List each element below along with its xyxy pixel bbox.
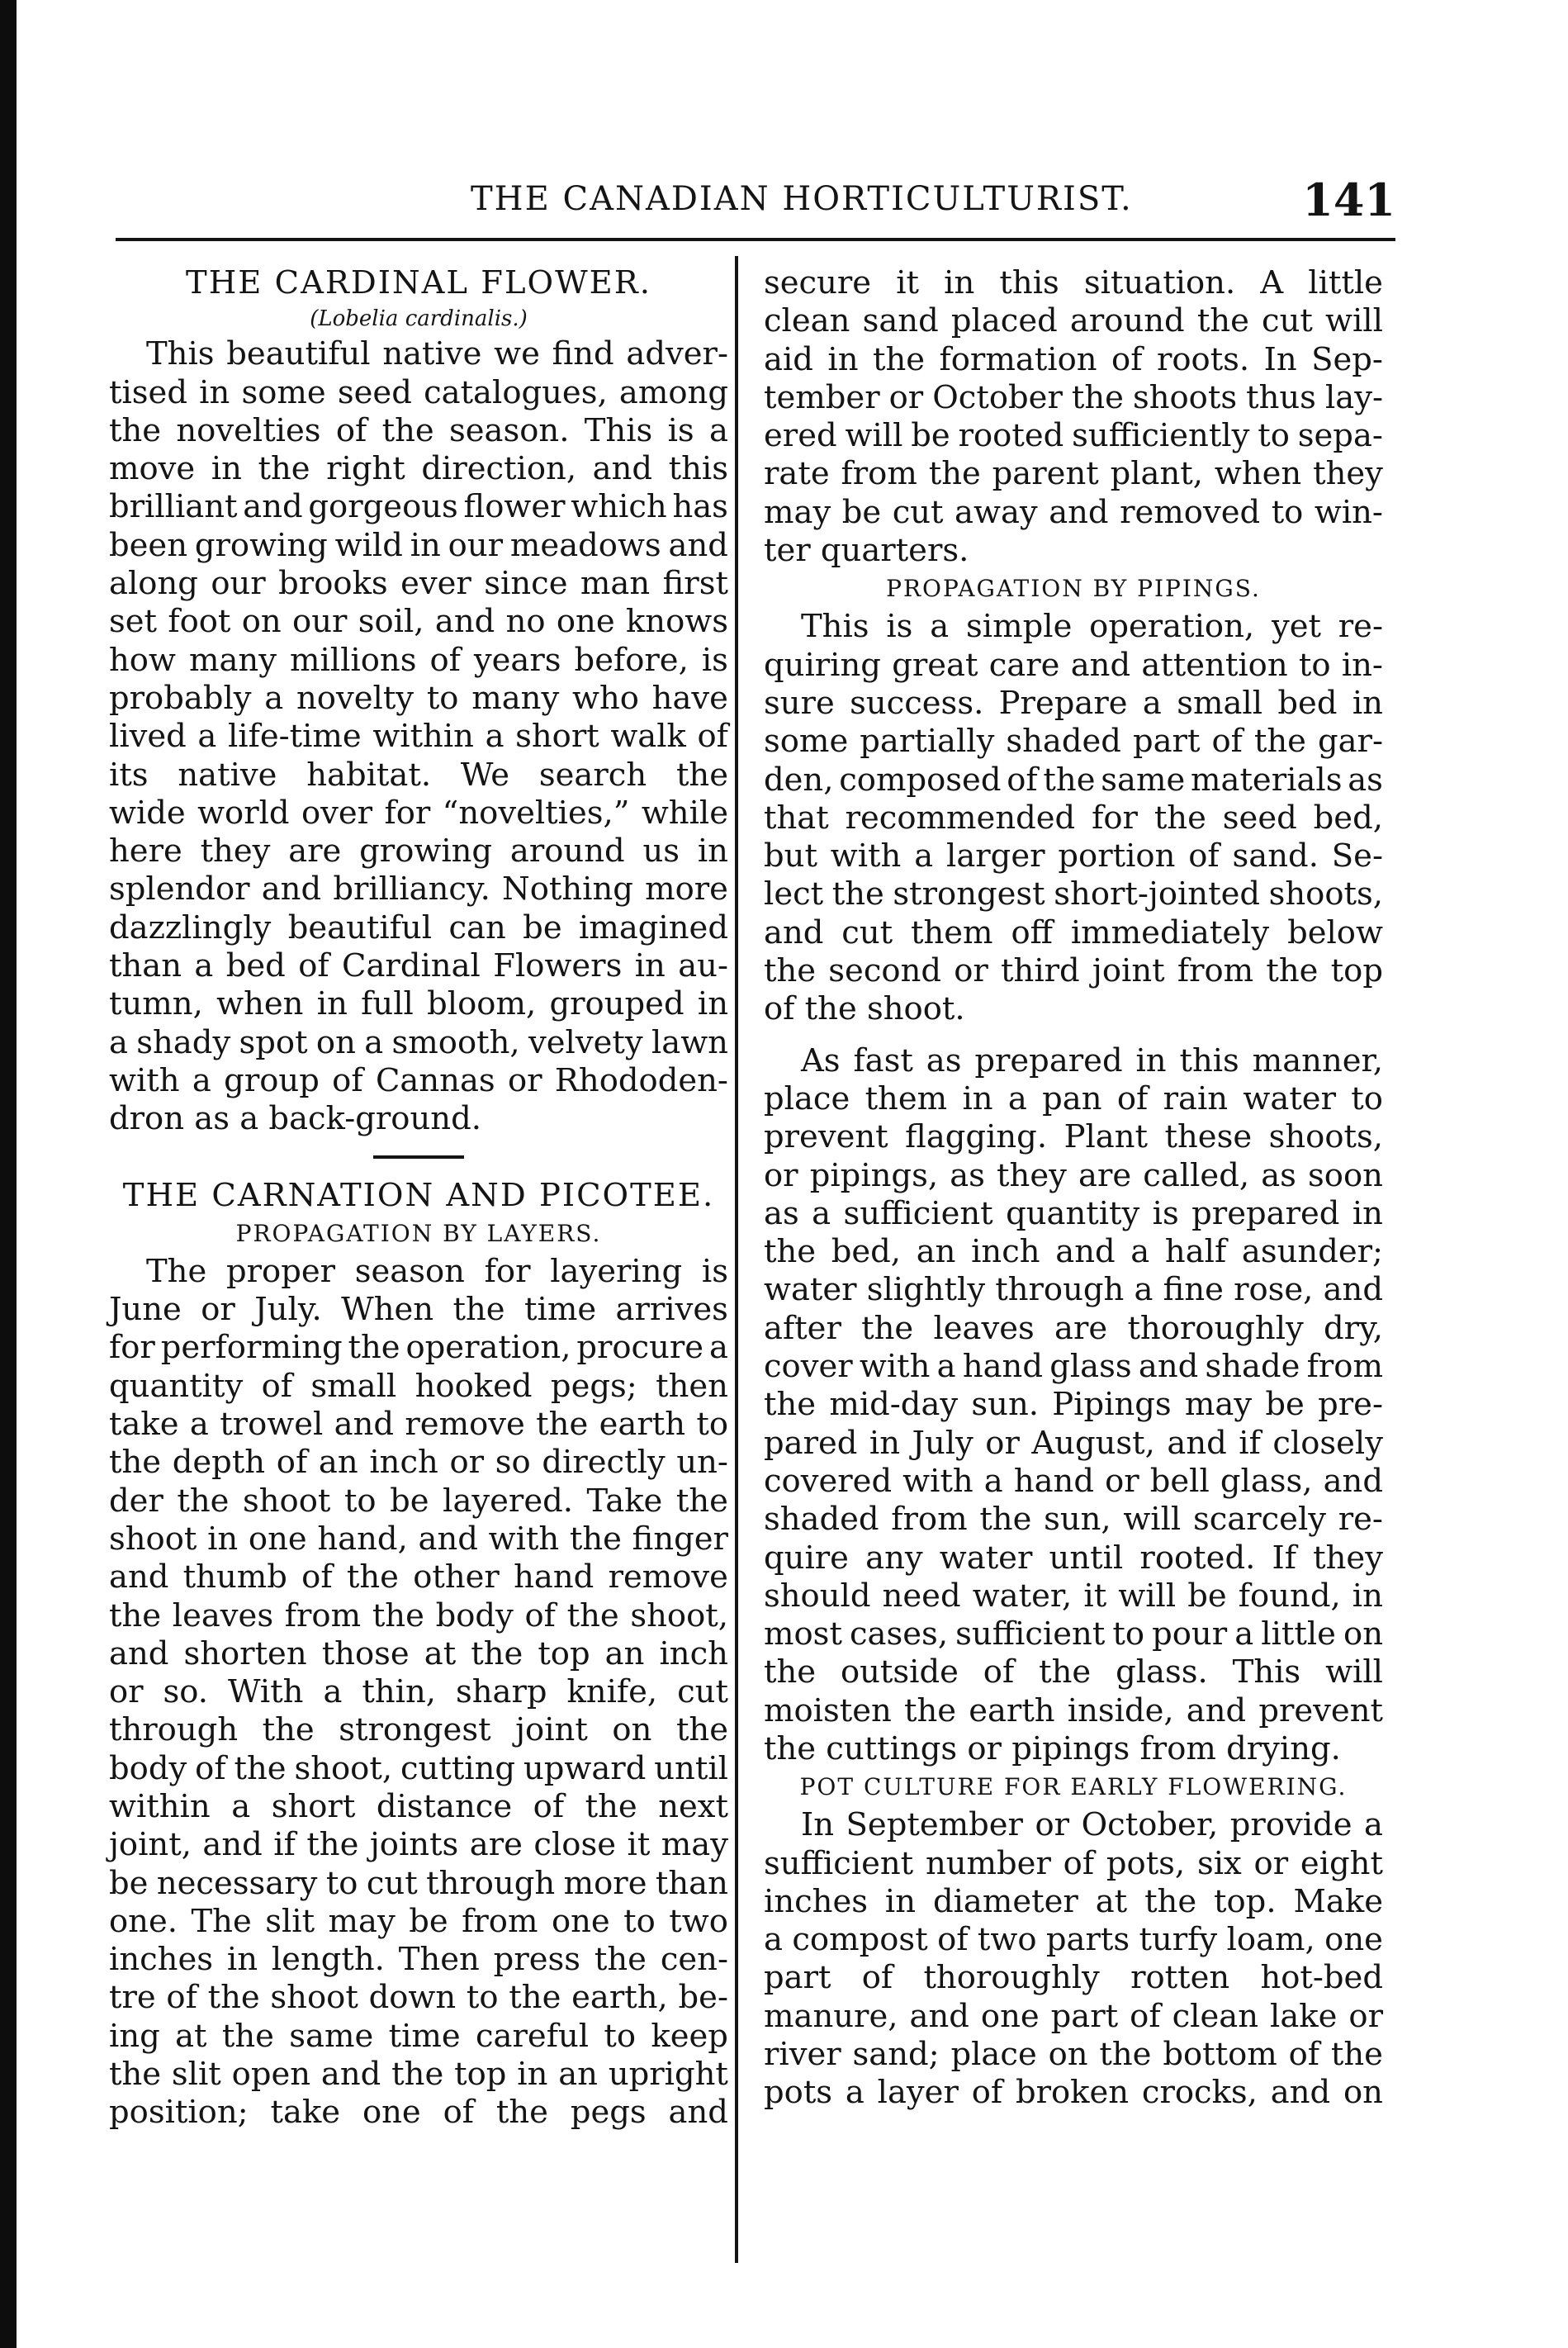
text-line: der the shoot to be layered. Take the: [109, 1482, 728, 1520]
text-line: through the strongest joint on the: [109, 1711, 728, 1749]
text-line: the second or third joint from the top: [764, 952, 1383, 990]
text-line: the depth of an inch or so directly un-: [109, 1444, 728, 1482]
text-line: and shorten those at the top an inch: [109, 1634, 728, 1672]
text-line: covered with a hand or bell glass, and: [764, 1462, 1383, 1500]
page-number: 141: [1302, 173, 1395, 226]
paragraph: [764, 1042, 1383, 1769]
text-line: pared in July or August, and if closely: [764, 1424, 1383, 1462]
text-line: or so. With a thin, sharp knife, cut: [109, 1673, 728, 1711]
text-line: take a trowel and remove the earth to: [109, 1406, 728, 1444]
text-line: some partially shaded part of the gar-: [764, 723, 1383, 761]
text-line: the leaves from the body of the shoot,: [109, 1596, 728, 1634]
text-line: the novelties of the season. This is a: [109, 411, 728, 449]
paragraph: [109, 335, 728, 1138]
text-line: June or July. When the time arrives: [109, 1291, 728, 1329]
text-line: wide world over for “novelties,” while: [109, 794, 728, 832]
text-line: but with a larger portion of sand. Se-: [764, 837, 1383, 875]
text-line: tre of the shoot down to the earth, be-: [109, 1979, 728, 2017]
text-line: lived a life-time within a short walk of: [109, 718, 728, 756]
text-line: set foot on our soil, and no one knows: [109, 603, 728, 641]
text-line: probably a novelty to many who have: [109, 679, 728, 717]
paragraph: [764, 608, 1383, 1028]
text-line: water slightly through a fine rose, and: [764, 1271, 1383, 1309]
header-rule: [116, 238, 1395, 241]
text-line: move in the right direction, and this: [109, 450, 728, 488]
section-subtitle: POT CULTURE FOR EARLY FLOWERING.: [799, 1773, 1348, 1801]
text-line: splendor and brilliancy. Nothing more: [109, 870, 728, 908]
text-line: inches in length. Then press the cen-: [109, 1941, 728, 1979]
section-subtitle: PROPAGATION BY PIPINGS.: [886, 575, 1261, 603]
text-line: This is a simple operation, yet re-: [801, 608, 1383, 646]
text-line: shoot in one hand, and with the finger: [109, 1520, 728, 1558]
text-line: den, composed of the same materials as: [764, 761, 1383, 799]
text-line: than a bed of Cardinal Flowers in au-: [109, 947, 728, 985]
text-line: the slit open and the top in an upright: [109, 2056, 728, 2094]
text-line: position; take one of the pegs and: [109, 2094, 728, 2132]
text-line: tised in some seed catalogues, among: [109, 373, 728, 411]
text-line: after the leaves are thoroughly dry,: [764, 1309, 1383, 1347]
text-line: The proper season for layering is: [146, 1252, 728, 1290]
running-title: THE CANADIAN HORTICULTURIST.: [471, 180, 1133, 218]
section-subtitle: PROPAGATION BY LAYERS.: [235, 1219, 602, 1247]
text-line: a shady spot on a smooth, velvety lawn: [109, 1023, 728, 1061]
text-line: of the shoot.: [764, 990, 965, 1028]
section-title: THE CARDINAL FLOWER.: [186, 264, 651, 301]
text-line: the cuttings or pipings from drying.: [764, 1729, 1341, 1767]
text-line: may be cut away and removed to win-: [764, 493, 1383, 531]
text-line: part of thoroughly rotten hot-bed: [764, 1959, 1383, 1997]
text-line: manure, and one part of clean lake or: [764, 1997, 1383, 2035]
text-line: the mid-day sun. Pipings may be pre-: [764, 1386, 1383, 1424]
text-line: for performing the operation, procure a: [109, 1329, 728, 1367]
text-line: most cases, sufficient to pour a little on: [764, 1615, 1383, 1653]
text-line: and cut them off immediately below: [764, 913, 1383, 951]
text-line: how many millions of years before, is: [109, 641, 728, 679]
text-line: one. The slit may be from one to two: [109, 1902, 728, 1940]
text-line: joint, and if the joints are close it may: [109, 1826, 728, 1864]
text-line: dron as a back-ground.: [109, 1100, 481, 1138]
text-line: the bed, an inch and a half asunder;: [764, 1233, 1383, 1271]
text-line: moisten the earth inside, and prevent: [764, 1691, 1383, 1729]
paragraph-gap: [764, 1029, 1383, 1042]
right-column: [764, 264, 1383, 2113]
text-line: sure success. Prepare a small bed in: [764, 684, 1383, 722]
text-line: a compost of two parts turfy loam, one: [764, 1921, 1383, 1959]
text-line: ter quarters.: [764, 532, 969, 570]
text-line: shaded from the sun, will scarcely re-: [764, 1501, 1383, 1539]
text-line: with a group of Cannas or Rhododen-: [109, 1061, 728, 1099]
text-line: In September or October, provide a: [801, 1806, 1383, 1844]
left-column: [109, 264, 728, 2132]
text-line: ing at the same time careful to keep: [109, 2017, 728, 2055]
text-line: its native habitat. We search the: [109, 756, 728, 794]
section-divider: [373, 1155, 464, 1159]
section-title: THE CARNATION AND PICOTEE.: [122, 1176, 715, 1214]
text-line: prevent flagging. Plant these shoots,: [764, 1118, 1383, 1156]
binding-edge: [0, 0, 17, 2348]
text-line: should need water, it will be found, in: [764, 1577, 1383, 1615]
column-divider: [735, 256, 738, 2263]
text-line: rate from the parent plant, when they: [764, 455, 1383, 493]
text-line: within a short distance of the next: [109, 1787, 728, 1825]
text-line: the outside of the glass. This will: [764, 1653, 1383, 1691]
species-name: (Lobelia cardinalis.): [310, 306, 528, 332]
text-line: quantity of small hooked pegs; then: [109, 1367, 728, 1405]
text-line: sufficient number of pots, six or eight: [764, 1844, 1383, 1882]
text-line: been growing wild in our meadows and: [109, 526, 728, 564]
text-line: aid in the formation of roots. In Sep-: [764, 340, 1383, 378]
text-line: clean sand placed around the cut will: [764, 302, 1383, 340]
text-line: and thumb of the other hand remove: [109, 1558, 728, 1596]
text-line: ered will be rooted sufficiently to sepa-: [764, 417, 1383, 455]
text-line: lect the strongest short-jointed shoots,: [764, 875, 1383, 913]
text-line: quire any water until rooted. If they: [764, 1539, 1383, 1577]
text-line: inches in diameter at the top. Make: [764, 1882, 1383, 1920]
text-line: along our brooks ever since man first: [109, 565, 728, 603]
text-line: quiring great care and attention to in-: [764, 646, 1383, 684]
text-line: pots a layer of broken crocks, and on: [764, 2074, 1383, 2112]
text-line: here they are growing around us in: [109, 832, 728, 870]
text-line: or pipings, as they are called, as soon: [764, 1156, 1383, 1194]
text-line: secure it in this situation. A little: [764, 264, 1383, 301]
text-line: cover with a hand glass and shade from: [764, 1348, 1383, 1386]
text-line: that recommended for the seed bed,: [764, 799, 1383, 837]
page-header: [116, 173, 1395, 230]
paragraph: [764, 264, 1383, 570]
text-line: tumn, when in full bloom, grouped in: [109, 985, 728, 1023]
paragraph: [764, 1806, 1383, 2112]
text-line: dazzlingly beautiful can be imagined: [109, 908, 728, 946]
text-line: brilliant and gorgeous flower which has: [109, 488, 728, 526]
text-line: tember or October the shoots thus lay-: [764, 378, 1383, 416]
paragraph: [109, 1253, 728, 2132]
text-line: body of the shoot, cutting upward until: [109, 1749, 728, 1787]
text-line: As fast as prepared in this manner,: [801, 1041, 1383, 1079]
text-line: as a sufficient quantity is prepared in: [764, 1194, 1383, 1232]
text-line: be necessary to cut through more than: [109, 1864, 728, 1902]
text-line: river sand; place on the bottom of the: [764, 2036, 1383, 2074]
text-line: place them in a pan of rain water to: [764, 1079, 1383, 1117]
text-line: This beautiful native we find adver-: [146, 335, 728, 373]
